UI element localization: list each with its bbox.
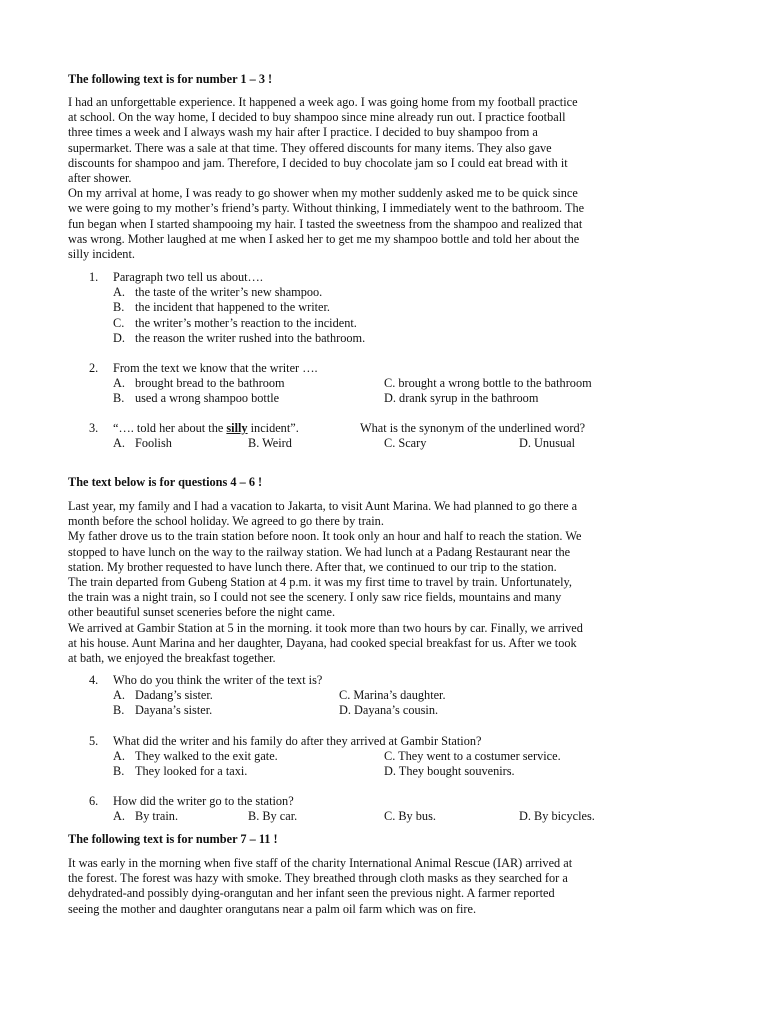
- passage-line: month before the school holiday. We agreed to go there by train.: [68, 514, 384, 529]
- passage-line: discounts for shampoo and jam. Therefore, I decided to buy chocolate jam so I could eat bread with it: [68, 155, 568, 170]
- option-d: D. the reason the writer rushed into the bathroom.: [113, 330, 366, 345]
- question-text: Who do you think the writer of the text is?: [113, 673, 323, 687]
- option-b: B. used a wrong shampoo bottle: [113, 391, 280, 406]
- option-d: D. They bought souvenirs.: [384, 764, 515, 779]
- option-b: B. the incident that happened to the writer.: [113, 300, 330, 315]
- question-number: 5.: [89, 734, 99, 748]
- passage-line: after shower.: [68, 171, 132, 186]
- passage-line: dehydrated-and possibly dying-orangutan and her infant seen the previous night. A farmer reported: [68, 886, 555, 901]
- passage-line: at his house. Aunt Marina and her daughter, Dayana, had cooked special breakfast for us. After we took: [68, 635, 577, 650]
- section3-heading: The following text is for number 7 – 11 !: [68, 832, 278, 846]
- section2-heading: The text below is for questions 4 – 6 !: [68, 475, 263, 489]
- option-a: A. brought bread to the bathroom: [113, 376, 285, 391]
- option-a: A. the taste of the writer’s new shampoo.: [113, 285, 323, 300]
- question-3: [68, 421, 708, 451]
- option-d: D. By bicycles.: [519, 809, 595, 824]
- question-text: What did the writer and his family do after they arrived at Gambir Station?: [113, 734, 482, 748]
- passage-line: fun began when I started shampooing my hair. I tasted the sweetness from the shampoo and realized that: [68, 216, 583, 231]
- section1-passage: [68, 95, 708, 262]
- passage-line: we were going to my mother’s friend’s party. Without thinking, I immediately went to the bathroom. The: [68, 201, 585, 216]
- passage-line: the forest. The forest was hazy with smoke. They breathed through cloth masks as they searched for a: [68, 871, 568, 886]
- question-number: 6.: [89, 794, 99, 808]
- option-a: A. Foolish: [113, 436, 172, 451]
- passage-line: Last year, my family and I had a vacation to Jakarta, to visit Aunt Marina. We had planned to go there a: [68, 499, 578, 513]
- question-text: How did the writer go to the station?: [113, 794, 294, 808]
- passage-line: station. My brother requested to have lunch there. After that, we continued to our trip to the station.: [68, 559, 557, 574]
- option-b: B. By car.: [248, 809, 298, 824]
- option-b: B. Weird: [248, 436, 292, 451]
- passage-line: silly incident.: [68, 247, 135, 262]
- option-d: D. Dayana’s cousin.: [339, 703, 439, 718]
- underlined-word: silly: [226, 421, 248, 435]
- option-a: A. Dadang’s sister.: [113, 688, 213, 703]
- passage-line: stopped to have lunch on the way to the railway station. We had lunch at a Padang Restaurant near the: [68, 544, 571, 559]
- question-text: Paragraph two tell us about….: [113, 270, 263, 284]
- passage-line: at bath, we enjoyed the breakfast together.: [68, 651, 276, 666]
- question-2: [68, 361, 708, 407]
- passage-line: three times a week and I always wash my hair after I practice. I decided to buy shampoo from a: [68, 125, 538, 140]
- question-prompt: What is the synonym of the underlined word?: [360, 421, 586, 435]
- section3-passage: [68, 856, 708, 917]
- passage-line: It was early in the morning when five staff of the charity International Animal Rescue (IAR) arrived at: [68, 856, 573, 870]
- passage-line: I had an unforgettable experience. It happened a week ago. I was going home from my football practice: [68, 95, 578, 109]
- option-c: C. Marina’s daughter.: [339, 688, 446, 703]
- question-text: From the text we know that the writer ….: [113, 361, 318, 375]
- option-c: C. They went to a costumer service.: [384, 749, 561, 764]
- passage-line: was wrong. Mother laughed at me when I asked her to get me my shampoo bottle and told her about the: [68, 231, 580, 246]
- option-d: D. Unusual: [519, 436, 576, 451]
- question-number: 4.: [89, 673, 99, 687]
- question-number: 3.: [89, 421, 99, 435]
- passage-line: On my arrival at home, I was ready to go shower when my mother suddenly asked me to be quick since: [68, 186, 578, 201]
- question-4: [68, 673, 708, 719]
- question-1: [68, 270, 708, 346]
- question-6: [68, 794, 708, 824]
- option-c: C. By bus.: [384, 809, 436, 824]
- option-c: C. the writer’s mother’s reaction to the incident.: [113, 315, 357, 330]
- question-5: [68, 734, 708, 780]
- section1-heading: The following text is for number 1 – 3 !: [68, 72, 273, 86]
- option-d: D. drank syrup in the bathroom: [384, 391, 539, 406]
- passage-line: supermarket. There was a sale at that time. They offered discounts for many items. They also gave: [68, 140, 552, 155]
- question-text: “…. told her about the silly incident”.: [113, 421, 299, 435]
- option-b: B. They looked for a taxi.: [113, 764, 248, 779]
- option-a: A. By train.: [113, 809, 179, 824]
- option-a: A. They walked to the exit gate.: [113, 749, 278, 764]
- passage-line: My father drove us to the train station before noon. It took only an hour and half to reach the station. We: [68, 529, 582, 544]
- passage-line: at school. On the way home, I decided to buy shampoo since mine already run out. I practice football: [68, 110, 566, 125]
- passage-line: other beautiful sunset sceneries before the night came.: [68, 605, 336, 620]
- passage-line: We arrived at Gambir Station at 5 in the morning. it took more than two hours by car. Finally, we arrived: [68, 620, 583, 635]
- passage-line: The train departed from Gubeng Station at 4 p.m. it was my first time to travel by train. Unfortunately,: [68, 575, 572, 590]
- option-c: C. Scary: [384, 436, 427, 451]
- question-number: 1.: [89, 270, 99, 284]
- section2-passage: [68, 499, 708, 666]
- option-c: C. brought a wrong bottle to the bathroom: [384, 376, 592, 391]
- option-b: B. Dayana’s sister.: [113, 703, 213, 718]
- passage-line: the train was a night train, so I could not see the scenery. I only saw rice fields, mountains and many: [68, 590, 562, 605]
- question-number: 2.: [89, 361, 99, 375]
- passage-line: seeing the mother and daughter orangutans near a palm oil farm which was on fire.: [68, 901, 477, 916]
